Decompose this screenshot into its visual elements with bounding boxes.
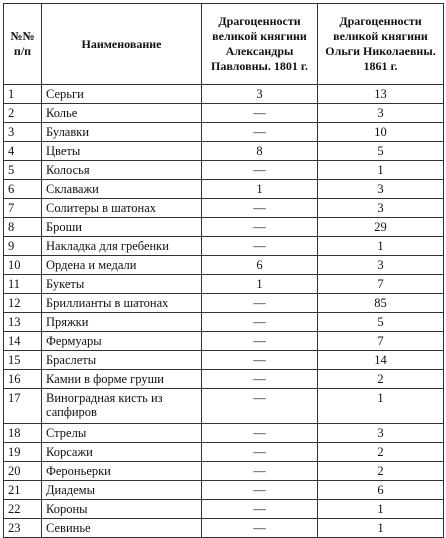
row-1861-cell: 7 — [318, 332, 444, 351]
row-name-cell: Букеты — [42, 275, 202, 294]
row-name-cell: Булавки — [42, 123, 202, 142]
row-1801-cell: — — [202, 313, 318, 332]
row-name-cell: Накладка для гребенки — [42, 237, 202, 256]
table-row — [4, 104, 444, 123]
row-1801-cell: — — [202, 389, 318, 424]
row-number-cell: 16 — [4, 370, 42, 389]
table-row — [4, 85, 444, 104]
row-name-cell: Фермуары — [42, 332, 202, 351]
row-1801-cell: — — [202, 462, 318, 481]
row-1861-cell: 2 — [318, 443, 444, 462]
row-1861-cell: 3 — [318, 199, 444, 218]
table-row — [4, 351, 444, 370]
table-row — [4, 275, 444, 294]
row-1861-cell: 5 — [318, 142, 444, 161]
table-row — [4, 199, 444, 218]
row-1861-cell: 1 — [318, 519, 444, 538]
row-1861-cell: 14 — [318, 351, 444, 370]
header-1801: Драгоценности великой княгини Александры Павловны. 1801 г. — [202, 4, 318, 85]
table-row — [4, 481, 444, 500]
row-1861-cell: 3 — [318, 180, 444, 199]
row-1801-cell: 1 — [202, 180, 318, 199]
row-1861-cell: 1 — [318, 500, 444, 519]
row-1801-cell: — — [202, 294, 318, 313]
row-name-cell: Стрелы — [42, 424, 202, 443]
row-1861-cell: 7 — [318, 275, 444, 294]
row-number-cell: 18 — [4, 424, 42, 443]
row-1861-cell: 6 — [318, 481, 444, 500]
row-1801-cell: — — [202, 237, 318, 256]
row-name-cell: Виноградная кисть из сапфиров — [42, 389, 202, 424]
row-1801-cell: 6 — [202, 256, 318, 275]
row-1801-cell: — — [202, 351, 318, 370]
table-row — [4, 161, 444, 180]
row-1801-cell: 3 — [202, 85, 318, 104]
row-1861-cell: 3 — [318, 424, 444, 443]
table-row — [4, 424, 444, 443]
table-row — [4, 519, 444, 538]
row-name-cell: Колосья — [42, 161, 202, 180]
table-row — [4, 218, 444, 237]
table-row — [4, 389, 444, 424]
row-1861-cell: 3 — [318, 256, 444, 275]
header-1861: Драгоценности великой княгини Ольги Николаевны. 1861 г. — [318, 4, 444, 85]
row-name-cell: Броши — [42, 218, 202, 237]
table-row — [4, 123, 444, 142]
table-row — [4, 500, 444, 519]
row-1861-cell: 13 — [318, 85, 444, 104]
row-number-cell: 21 — [4, 481, 42, 500]
row-name-cell: Колье — [42, 104, 202, 123]
row-number-cell: 1 — [4, 85, 42, 104]
row-1801-cell: — — [202, 218, 318, 237]
row-number-cell: 23 — [4, 519, 42, 538]
row-number-cell: 17 — [4, 389, 42, 424]
row-1801-cell: — — [202, 424, 318, 443]
row-number-cell: 13 — [4, 313, 42, 332]
table-row — [4, 180, 444, 199]
row-name-cell: Склаважи — [42, 180, 202, 199]
table-row — [4, 256, 444, 275]
row-number-cell: 3 — [4, 123, 42, 142]
jewelry-table — [3, 3, 444, 538]
row-number-cell: 8 — [4, 218, 42, 237]
row-name-cell: Диадемы — [42, 481, 202, 500]
row-number-cell: 5 — [4, 161, 42, 180]
row-1801-cell: — — [202, 104, 318, 123]
row-1801-cell: — — [202, 519, 318, 538]
row-name-cell: Севинье — [42, 519, 202, 538]
row-1861-cell: 5 — [318, 313, 444, 332]
row-number-cell: 20 — [4, 462, 42, 481]
row-number-cell: 7 — [4, 199, 42, 218]
row-name-cell: Ордена и медали — [42, 256, 202, 275]
row-1801-cell: 8 — [202, 142, 318, 161]
table-row — [4, 462, 444, 481]
row-1801-cell: — — [202, 123, 318, 142]
table-row — [4, 370, 444, 389]
row-1801-cell: — — [202, 161, 318, 180]
row-name-cell: Короны — [42, 500, 202, 519]
row-name-cell: Солитеры в шатонах — [42, 199, 202, 218]
row-number-cell: 22 — [4, 500, 42, 519]
row-1801-cell: — — [202, 199, 318, 218]
row-name-cell: Корсажи — [42, 443, 202, 462]
row-1801-cell: — — [202, 481, 318, 500]
row-number-cell: 19 — [4, 443, 42, 462]
row-number-cell: 2 — [4, 104, 42, 123]
row-1861-cell: 1 — [318, 389, 444, 424]
row-1861-cell: 1 — [318, 161, 444, 180]
row-1801-cell: — — [202, 443, 318, 462]
row-number-cell: 15 — [4, 351, 42, 370]
row-number-cell: 4 — [4, 142, 42, 161]
row-1801-cell: — — [202, 370, 318, 389]
row-1861-cell: 29 — [318, 218, 444, 237]
row-number-cell: 9 — [4, 237, 42, 256]
row-1801-cell: — — [202, 500, 318, 519]
row-name-cell: Камни в форме груши — [42, 370, 202, 389]
table-row — [4, 443, 444, 462]
row-name-cell: Браслеты — [42, 351, 202, 370]
row-name-cell: Цветы — [42, 142, 202, 161]
row-name-cell: Бриллианты в шатонах — [42, 294, 202, 313]
row-name-cell: Серьги — [42, 85, 202, 104]
row-1801-cell: — — [202, 332, 318, 351]
table-row — [4, 313, 444, 332]
row-name-cell: Пряжки — [42, 313, 202, 332]
row-1861-cell: 10 — [318, 123, 444, 142]
row-1861-cell: 3 — [318, 104, 444, 123]
row-1861-cell: 85 — [318, 294, 444, 313]
jewelry-table-container — [3, 3, 444, 538]
row-1801-cell: 1 — [202, 275, 318, 294]
table-row — [4, 332, 444, 351]
header-number: №№ п/п — [4, 4, 42, 85]
row-number-cell: 10 — [4, 256, 42, 275]
row-number-cell: 12 — [4, 294, 42, 313]
header-row — [4, 4, 444, 85]
header-name: Наименование — [42, 4, 202, 85]
row-name-cell: Фероньерки — [42, 462, 202, 481]
row-number-cell: 6 — [4, 180, 42, 199]
table-row — [4, 237, 444, 256]
row-1861-cell: 1 — [318, 237, 444, 256]
row-number-cell: 11 — [4, 275, 42, 294]
row-number-cell: 14 — [4, 332, 42, 351]
row-1861-cell: 2 — [318, 462, 444, 481]
row-1861-cell: 2 — [318, 370, 444, 389]
table-row — [4, 142, 444, 161]
table-row — [4, 294, 444, 313]
table-body — [4, 85, 444, 538]
